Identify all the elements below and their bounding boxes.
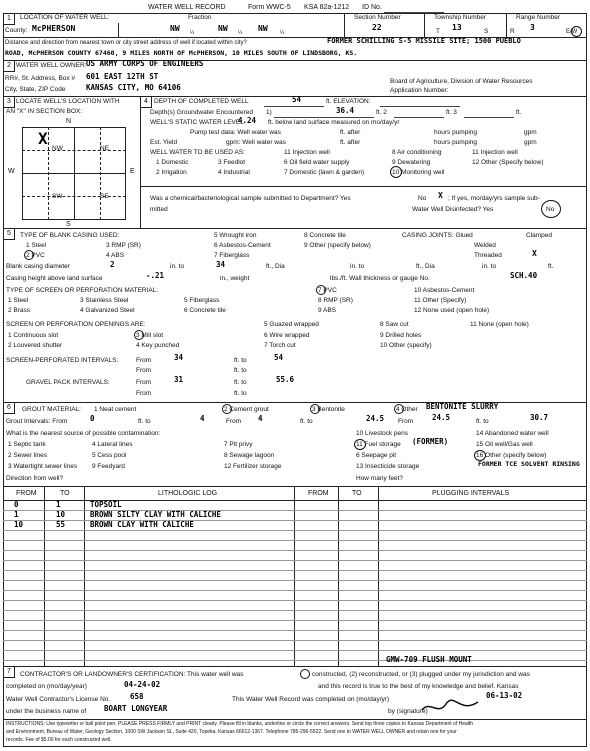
circle-mark xyxy=(571,26,582,37)
owner-value[interactable]: US ARMY CORPS OF ENGINEERS xyxy=(86,59,204,68)
cert-line-2: constructed, (2) reconstructed, or (3) plugged under my jurisdiction and was xyxy=(312,671,530,678)
gw-ft: ft. xyxy=(516,109,522,116)
grout-to-3[interactable]: 30.7 xyxy=(530,413,549,422)
section-number: 4 xyxy=(141,97,152,108)
contam-watertight[interactable]: 3 Watertight sewer lines xyxy=(8,463,78,470)
section-number: 2 xyxy=(4,61,15,72)
perf-to-value[interactable]: 54 xyxy=(274,353,284,362)
log-from-cell[interactable]: 1 xyxy=(14,510,19,519)
open-opt-saw[interactable]: 8 Saw cut xyxy=(380,321,409,328)
grout-label: GROUT MATERIAL: xyxy=(22,406,81,413)
section-number-value[interactable]: 22 xyxy=(372,23,382,32)
log-header-litho: LITHOLOGIC LOG xyxy=(158,490,218,497)
contam-other[interactable]: 16 Other (specify below) xyxy=(476,452,547,459)
range-r-mark: R xyxy=(510,28,515,35)
ft-dia: ft., Dia xyxy=(266,263,285,270)
casing-opt-abs[interactable]: 4 ABS xyxy=(106,252,125,259)
from-label: From xyxy=(226,418,242,425)
form-number: Form WWC-5 xyxy=(248,4,291,11)
township-value[interactable]: 13 xyxy=(452,23,462,32)
wall-thickness-label: lbs./ft. Wall thickness or gauge No. xyxy=(330,275,430,282)
screen-opt-none[interactable]: 12 None used (open hole) xyxy=(414,307,490,314)
log-to-cell[interactable]: 10 xyxy=(56,510,66,519)
use-opt-air[interactable]: 8 Air conditioning xyxy=(392,149,442,156)
depth-value[interactable]: 54 xyxy=(292,95,302,104)
completed-label: completed on (mo/day/year) xyxy=(6,683,87,690)
static-label: WELL'S STATIC WATER LEVEL xyxy=(150,119,244,126)
disinfected-no-circle xyxy=(541,200,561,218)
address-value[interactable]: 601 EAST 12TH ST xyxy=(86,72,159,81)
grout-from-3[interactable]: 24.5 xyxy=(432,413,451,422)
to-label: ft. to xyxy=(234,379,247,386)
open-opt-none[interactable]: 11 None (open hole) xyxy=(470,321,529,328)
submitted-label: mitted xyxy=(150,206,168,213)
from-label: From xyxy=(136,390,152,397)
to-label: ft. to xyxy=(234,390,247,397)
contam-abandoned[interactable]: 14 Abandoned water well xyxy=(476,430,549,437)
use-opt-dewatering[interactable]: 9 Dewatering xyxy=(392,159,431,166)
ft-dia: ft., Dia xyxy=(416,263,435,270)
township-number-label: Township Number xyxy=(434,14,487,21)
distance-line-1[interactable]: FORMER SCHILLING S-5 MISSILE SITE; 1500 PUEBLO xyxy=(327,37,521,45)
fraction-quarter-1[interactable]: NW xyxy=(170,24,180,33)
constructed-circle xyxy=(300,669,310,679)
yield-label: Est. Yield xyxy=(150,139,178,146)
screen-opt-other[interactable]: 11 Other (Specify) xyxy=(414,297,467,304)
locate-title: LOCATE WELL'S LOCATION WITH xyxy=(16,98,120,105)
record-true: and this record is true to the best of my knowledge and belief. Kansas xyxy=(318,683,519,690)
range-ew: E/W xyxy=(566,29,578,35)
quadrant-ne: NE xyxy=(100,145,110,152)
use-opt-public[interactable]: 11 Injection well xyxy=(284,149,330,156)
in-to: in. to xyxy=(170,263,185,270)
instructions-line-3: records. Fee of $5.00 for each constructed well. xyxy=(6,737,112,743)
threaded-mark[interactable]: X xyxy=(532,249,537,258)
open-opt-key[interactable]: 4 Key punched xyxy=(136,342,180,349)
contam-fuel[interactable]: 11 Fuel storage xyxy=(356,441,401,448)
grout-opt-neat[interactable]: 1 Neat cement xyxy=(94,406,137,413)
instructions-line-2: and Environment, Bureau of Water, Geology Section, 1000 SW Jackson St., Suite 420, Topeka, Kansas 66612-1367. Telephone 785-296-5522. Send one to WATER WELL OWNER and retain one for your xyxy=(6,729,457,735)
log-to-cell[interactable]: 1 xyxy=(56,500,61,509)
screen-opt-pvc[interactable]: 7 PVC xyxy=(318,287,337,294)
contam-oilwell[interactable]: 15 Oil well/Gas well xyxy=(476,441,533,448)
instructions-line-1: INSTRUCTIONS: Use typewriter or ball point pen. PLEASE PRESS FIRMLY and PRINT clearly. Please fill in blanks, underline or circle the correct answers. Send top three copies to Kansas Department of Health xyxy=(6,721,474,727)
open-opt-mill[interactable]: 3 Mill slot xyxy=(136,332,164,339)
diameter-value[interactable]: 2 xyxy=(110,260,115,269)
from-label: From xyxy=(136,357,152,364)
open-opt-wire[interactable]: 6 Wire wrapped xyxy=(264,332,310,339)
joints-threaded[interactable]: Threaded xyxy=(474,252,502,259)
contam-livestock[interactable]: 10 Livestock pens xyxy=(356,430,409,437)
pvc-circle xyxy=(24,250,34,260)
section-number: 3 xyxy=(4,97,15,108)
county-value[interactable]: McPHERSON xyxy=(32,24,76,33)
compass-e: E xyxy=(130,168,135,175)
joints-clamped[interactable]: Clamped xyxy=(526,232,553,239)
height-label: Casing height above land surface xyxy=(6,275,103,282)
pump-test-label: Pump test data: Well water was xyxy=(190,129,281,136)
contamination-label: What is the nearest source of possible contamination: xyxy=(6,430,161,437)
diameter-label: Blank casing diameter xyxy=(6,263,70,270)
open-opt-louvered[interactable]: 2 Louvered shutter xyxy=(8,342,63,349)
record-date-value[interactable]: 06-13-02 xyxy=(486,691,523,700)
from-label: From xyxy=(136,367,152,374)
chem-no-mark[interactable]: X xyxy=(438,191,443,200)
county-label: County: xyxy=(5,27,28,34)
open-opt-drilled[interactable]: 9 Drilled holes xyxy=(380,332,422,339)
cement-grout-circle xyxy=(222,404,232,414)
quadrant-nw: NW xyxy=(52,145,63,152)
disinfected-label: Water Well Disinfected? Yes xyxy=(412,206,494,213)
screen-opt-fiberglass[interactable]: 5 Fiberglass xyxy=(184,297,220,304)
casing-opt-steel[interactable]: 1 Steel xyxy=(26,242,47,249)
license-value[interactable]: 658 xyxy=(130,692,144,701)
use-opt-lawn[interactable]: 7 Domestic (lawn & garden) xyxy=(284,169,365,176)
signature-mark[interactable] xyxy=(420,696,480,718)
contam-fertilizer[interactable]: 6 Seepage pit xyxy=(356,452,397,459)
compass-w: W xyxy=(8,168,15,175)
board-label: Board of Agriculture, Division of Water Resources xyxy=(390,78,533,85)
compass-n: N xyxy=(66,118,72,125)
gravel-label: GRAVEL PACK INTERVALS: xyxy=(26,379,110,386)
section-number: 6 xyxy=(4,403,15,414)
grout-opt-cement[interactable]: 2 Cement grout xyxy=(224,406,269,413)
location-label: LOCATION OF WATER WELL: xyxy=(20,14,110,21)
log-desc-cell[interactable]: BROWN SILTY CLAY WITH CALICHE xyxy=(90,510,221,519)
contam-sewer[interactable]: 2 Sewer lines xyxy=(8,452,48,459)
township-t-mark: T xyxy=(436,28,440,35)
fraction-label: Fraction xyxy=(188,14,212,21)
to-label: ft. to xyxy=(138,418,151,425)
perforated-label: SCREEN-PERFORATED INTERVALS: xyxy=(6,357,119,364)
ft-after: ft. after xyxy=(340,139,361,146)
cert-line-1: CONTRACTOR'S OR LANDOWNER'S CERTIFICATION: This water well was xyxy=(20,671,244,678)
license-label: Water Well Contractor's License No. xyxy=(6,696,111,703)
monitoring-circle xyxy=(390,166,402,178)
use-opt-irrigation[interactable]: 2 Irrigation xyxy=(156,169,187,176)
open-opt-torch[interactable]: 7 Torch cut xyxy=(264,342,296,349)
gravel-to-value[interactable]: 55.6 xyxy=(276,375,295,384)
screen-opt-concrete[interactable]: 6 Concrete tile xyxy=(184,307,226,314)
range-number-label: Range Number xyxy=(516,14,561,21)
gw-ft3: ft. 3 xyxy=(446,109,457,116)
direction-label: Direction from well? xyxy=(6,475,64,482)
township-s-mark: S xyxy=(484,28,489,35)
section-number: 5 xyxy=(4,229,15,240)
chem-question: Was a chemical/bacteriological sample submitted to Department? Yes xyxy=(150,195,351,202)
yield-gpm-label: gpm: Well water was xyxy=(226,139,286,146)
grout-other-value[interactable]: BENTONITE SLURRY xyxy=(426,402,499,411)
howmany-label: How many feet? xyxy=(356,475,403,482)
quadrant-se: SE xyxy=(100,193,109,200)
screen-opt-brass[interactable]: 2 Brass xyxy=(8,307,31,314)
open-opt-continuous[interactable]: 1 Continuous slot xyxy=(8,332,59,339)
bentonite-circle xyxy=(310,404,320,414)
gw-1-label: 1) xyxy=(266,109,272,116)
address-label: RR#, St. Address, Box # xyxy=(5,75,76,82)
use-opt-industrial[interactable]: 4 Industrial xyxy=(218,169,250,176)
quarter-mark: ¼ xyxy=(238,30,243,36)
contam-feedyard[interactable]: 12 Fertilizer storage xyxy=(224,463,282,470)
fraction-quarter-2[interactable]: NW xyxy=(218,24,228,33)
use-opt-injection[interactable]: 11 Injection well xyxy=(472,149,518,156)
plug-header-to: TO xyxy=(352,490,362,497)
from-label: From xyxy=(398,418,414,425)
in-to: in. to xyxy=(482,263,497,270)
location-x-mark[interactable]: X xyxy=(38,129,48,148)
grout-opt-other[interactable]: 4 Other xyxy=(396,406,418,413)
ft: ft. xyxy=(548,263,554,270)
screen-opt-abs[interactable]: 9 ABS xyxy=(318,307,337,314)
grout-opt-bentonite[interactable]: 3 Bentonite xyxy=(312,406,345,413)
screen-opt-asbestos[interactable]: 10 Asbestos-Cement xyxy=(414,287,475,294)
joints-welded[interactable]: Welded xyxy=(474,242,496,249)
fuel-circle xyxy=(354,439,366,450)
contam-lagoon[interactable]: 8 Sewage lagoon xyxy=(224,452,275,459)
plug-header-intervals: PLUGGING INTERVALS xyxy=(432,490,510,497)
in-to: in. to xyxy=(350,263,365,270)
perf-from-value[interactable]: 34 xyxy=(174,353,184,362)
to-label: ft. to xyxy=(234,357,247,364)
in-weight: in., weight xyxy=(220,275,250,282)
screen-pvc-circle xyxy=(316,285,326,295)
intervals-label: Grout Intervals: From xyxy=(6,418,68,425)
owner-label: WATER WELL OWNER: xyxy=(16,62,87,69)
other-contam-note[interactable]: FORMER TCE SOLVENT RINSING xyxy=(478,460,580,468)
hours-pumping: hours pumping xyxy=(434,139,477,146)
chem-no[interactable]: No xyxy=(418,195,427,202)
contam-insecticide[interactable]: 13 Insecticide storage xyxy=(356,463,420,470)
joints-label: CASING JOINTS: Glued xyxy=(402,232,473,239)
openings-label: SCREEN OR PERFORATION OPENINGS ARE: xyxy=(6,321,146,328)
to-label: ft. to xyxy=(234,367,247,374)
casing-opt-concrete[interactable]: 8 Concrete tile xyxy=(304,232,346,239)
casing-opt-pvc[interactable]: 2 PVC xyxy=(26,252,45,259)
log-desc-cell[interactable]: BROWN CLAY WITH CALICHE xyxy=(90,520,194,529)
gpm: gpm xyxy=(524,129,537,136)
range-value[interactable]: 3 xyxy=(530,23,535,32)
grout-to-2[interactable]: 24.5 xyxy=(366,414,385,423)
business-value[interactable]: BOART LONGYEAR xyxy=(104,704,168,713)
screen-opt-galvanized[interactable]: 4 Galvanized Steel xyxy=(80,307,135,314)
groundwater-label: Depth(s) Groundwater Encountered xyxy=(150,109,253,116)
quarter-mark: ¼ xyxy=(190,30,195,36)
mill-slot-circle xyxy=(134,330,144,340)
contam-cess[interactable]: 5 Cess pool xyxy=(92,452,127,459)
to-label: ft. to xyxy=(476,418,489,425)
record-completed-label: This Water Well Record was completed on (mo/day/yr) xyxy=(232,696,390,703)
quarter-mark: ¼ xyxy=(280,30,285,36)
open-opt-gauzed[interactable]: 5 Guazed wrapped xyxy=(264,321,319,328)
depth-label: DEPTH OF COMPLETED WELL xyxy=(154,98,249,105)
log-from-cell[interactable]: 10 xyxy=(14,520,24,529)
groundwater-depth-value[interactable]: 36.4 xyxy=(336,106,355,115)
business-label: under the business name of xyxy=(6,708,87,715)
gauge-value[interactable]: SCH.40 xyxy=(510,271,538,280)
city-value[interactable]: KANSAS CITY, MO 64106 xyxy=(86,83,181,92)
compass-s: S xyxy=(66,221,71,228)
section-number: 7 xyxy=(4,667,15,678)
grout-from-2[interactable]: 4 xyxy=(258,414,263,423)
signature-label: by (signature) xyxy=(388,708,428,715)
use-opt-domestic[interactable]: 1 Domestic xyxy=(156,159,189,166)
plug-header-from: FROM xyxy=(308,490,329,497)
contam-septic[interactable]: 1 Septic tank xyxy=(8,441,46,448)
to-label: ft. to xyxy=(300,418,313,425)
height-value[interactable]: -.21 xyxy=(146,271,165,280)
casing-opt-wrought[interactable]: 5 Wrought iron xyxy=(214,232,257,239)
ksa-reference: KSA 82a-1212 xyxy=(304,4,350,11)
use-opt-oil-field[interactable]: 6 Oil field water supply xyxy=(284,159,350,166)
use-opt-monitoring[interactable]: 10 Monitoring well xyxy=(392,169,445,176)
static-tail: ft. below land surface measured on mo/day/yr xyxy=(268,119,400,126)
locate-title-2: AN "X" IN SECTION BOX: xyxy=(6,108,83,115)
contam-pit[interactable]: 7 Pit privy xyxy=(224,441,253,448)
fuel-note[interactable]: (FORMER) xyxy=(412,437,449,446)
contam-seepage[interactable]: 9 Feedyard xyxy=(92,463,125,470)
distance-line-2[interactable]: ROAD, McPHERSON COUNTY 67460, 9 MILES NORTH OF McPHERSON, 10 MILES SOUTH OF LINDSBORG, KS. xyxy=(5,49,358,57)
from-label: From xyxy=(136,379,152,386)
casing-opt-rmp[interactable]: 3 RMP (SR) xyxy=(106,242,141,249)
casing-opt-asbestos[interactable]: 6 Asbestos-Cement xyxy=(214,242,271,249)
hours-pumping: hours pumping xyxy=(434,129,477,136)
other-circle xyxy=(394,404,404,414)
disinfected-no[interactable]: No xyxy=(546,206,555,213)
application-label: Application Number: xyxy=(390,87,449,94)
log-header-from: FROM xyxy=(16,490,37,497)
section-number-label: Section Number xyxy=(354,14,401,21)
screen-opt-stainless[interactable]: 3 Stainless Steel xyxy=(80,297,129,304)
screen-opt-rmp[interactable]: 8 RMP (SR) xyxy=(318,297,353,304)
city-label: City, State, ZIP Code xyxy=(5,86,66,93)
ft-after: ft. after xyxy=(340,129,361,136)
chem-tail: ; If yes, mo/day/yrs sample sub- xyxy=(448,195,540,202)
elevation-label: ft. ELEVATION: xyxy=(326,98,371,105)
id-label: ID No. xyxy=(362,4,382,11)
log-desc-cell[interactable]: TOPSOIL xyxy=(90,500,122,509)
gravel-from-value[interactable]: 31 xyxy=(174,375,184,384)
use-opt-feedlot[interactable]: 3 Feedlot xyxy=(218,159,246,166)
completed-value[interactable]: 04-24-02 xyxy=(124,680,161,689)
quadrant-sw: SW xyxy=(52,193,63,200)
screen-label: TYPE OF SCREEN OR PERFORATION MATERIAL: xyxy=(6,287,159,294)
casing-opt-fiberglass[interactable]: 7 Fiberglass xyxy=(214,252,250,259)
use-label: WELL WATER TO BE USED AS: xyxy=(150,149,245,156)
log-header-to: TO xyxy=(60,490,70,497)
use-opt-other[interactable]: 12 Other (Specify below) xyxy=(472,159,544,166)
grout-from-1[interactable]: 0 xyxy=(90,414,95,423)
fraction-quarter-3[interactable]: NW xyxy=(258,24,268,33)
plug-note[interactable]: GMW-709 FLUSH MOUNT xyxy=(386,655,472,664)
contam-lateral[interactable]: 4 Lateral lines xyxy=(92,441,133,448)
section-number: 1 xyxy=(4,14,15,25)
screen-opt-steel[interactable]: 1 Steel xyxy=(8,297,29,304)
form-title: WATER WELL RECORD xyxy=(148,4,226,11)
open-opt-other[interactable]: 10 Other (specify) xyxy=(380,342,432,349)
gpm: gpm xyxy=(524,139,537,146)
log-to-cell[interactable]: 55 xyxy=(56,520,66,529)
distance-label: Distance and direction from nearest town or city street address of well if located within city? xyxy=(5,40,247,46)
casing-opt-other[interactable]: 9 Other (specify below) xyxy=(304,242,371,249)
gw-ft2: ft. 2 xyxy=(376,109,387,116)
diameter-to-value[interactable]: 34 xyxy=(216,260,226,269)
casing-label: TYPE OF BLANK CASING USED: xyxy=(20,232,120,239)
grout-to-1[interactable]: 4 xyxy=(200,414,205,423)
log-from-cell[interactable]: 0 xyxy=(14,500,19,509)
static-level-value[interactable]: 4.24 xyxy=(238,116,257,125)
